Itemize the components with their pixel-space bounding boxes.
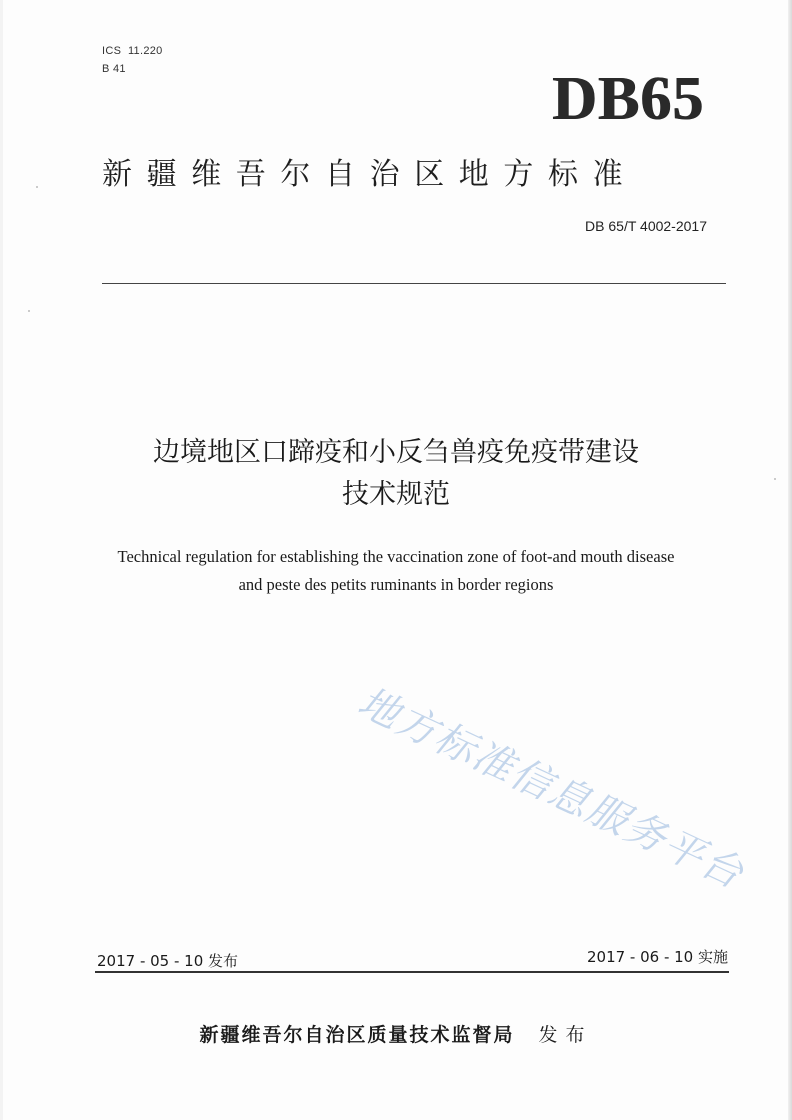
db65-logo: DB65 <box>551 65 704 133</box>
platform-watermark: 地方标准信息服务平台 <box>350 679 752 899</box>
document-title-cn <box>60 432 732 516</box>
scan-edge-left <box>0 0 3 1120</box>
ics-code: ICS 11.220 <box>102 45 163 57</box>
header-divider <box>102 283 726 284</box>
implementation-date: 2017 - 06 - 10 实施 <box>586 948 728 966</box>
document-title-en <box>40 543 752 599</box>
title-en-line-1: Technical regulation for establishing the vaccination zone of foot-and mouth disease <box>117 547 675 566</box>
standard-type-title: 新疆维吾尔自治区地方标准 <box>102 157 638 192</box>
publish-action: 发布 <box>538 1024 593 1046</box>
title-cn-line-2: 技术规范 <box>342 479 450 510</box>
scan-speck <box>36 186 38 188</box>
publisher-name: 新疆维吾尔自治区质量技术监督局 <box>199 1024 515 1046</box>
scan-edge-right <box>788 0 792 1120</box>
classification-codes <box>102 42 163 78</box>
scan-speck <box>774 478 776 480</box>
scan-speck <box>28 310 30 312</box>
title-en-line-2: and peste des petits ruminants in border regions <box>238 575 554 594</box>
ccs-code: B 41 <box>102 63 126 75</box>
title-cn-line-1: 边境地区口蹄疫和小反刍兽疫免疫带建设 <box>153 437 639 468</box>
footer-divider <box>95 971 729 973</box>
standard-code: DB 65/T 4002-2017 <box>585 218 707 234</box>
issue-date: 2017 - 05 - 10 发布 <box>97 952 239 970</box>
publisher-line <box>0 1021 792 1049</box>
